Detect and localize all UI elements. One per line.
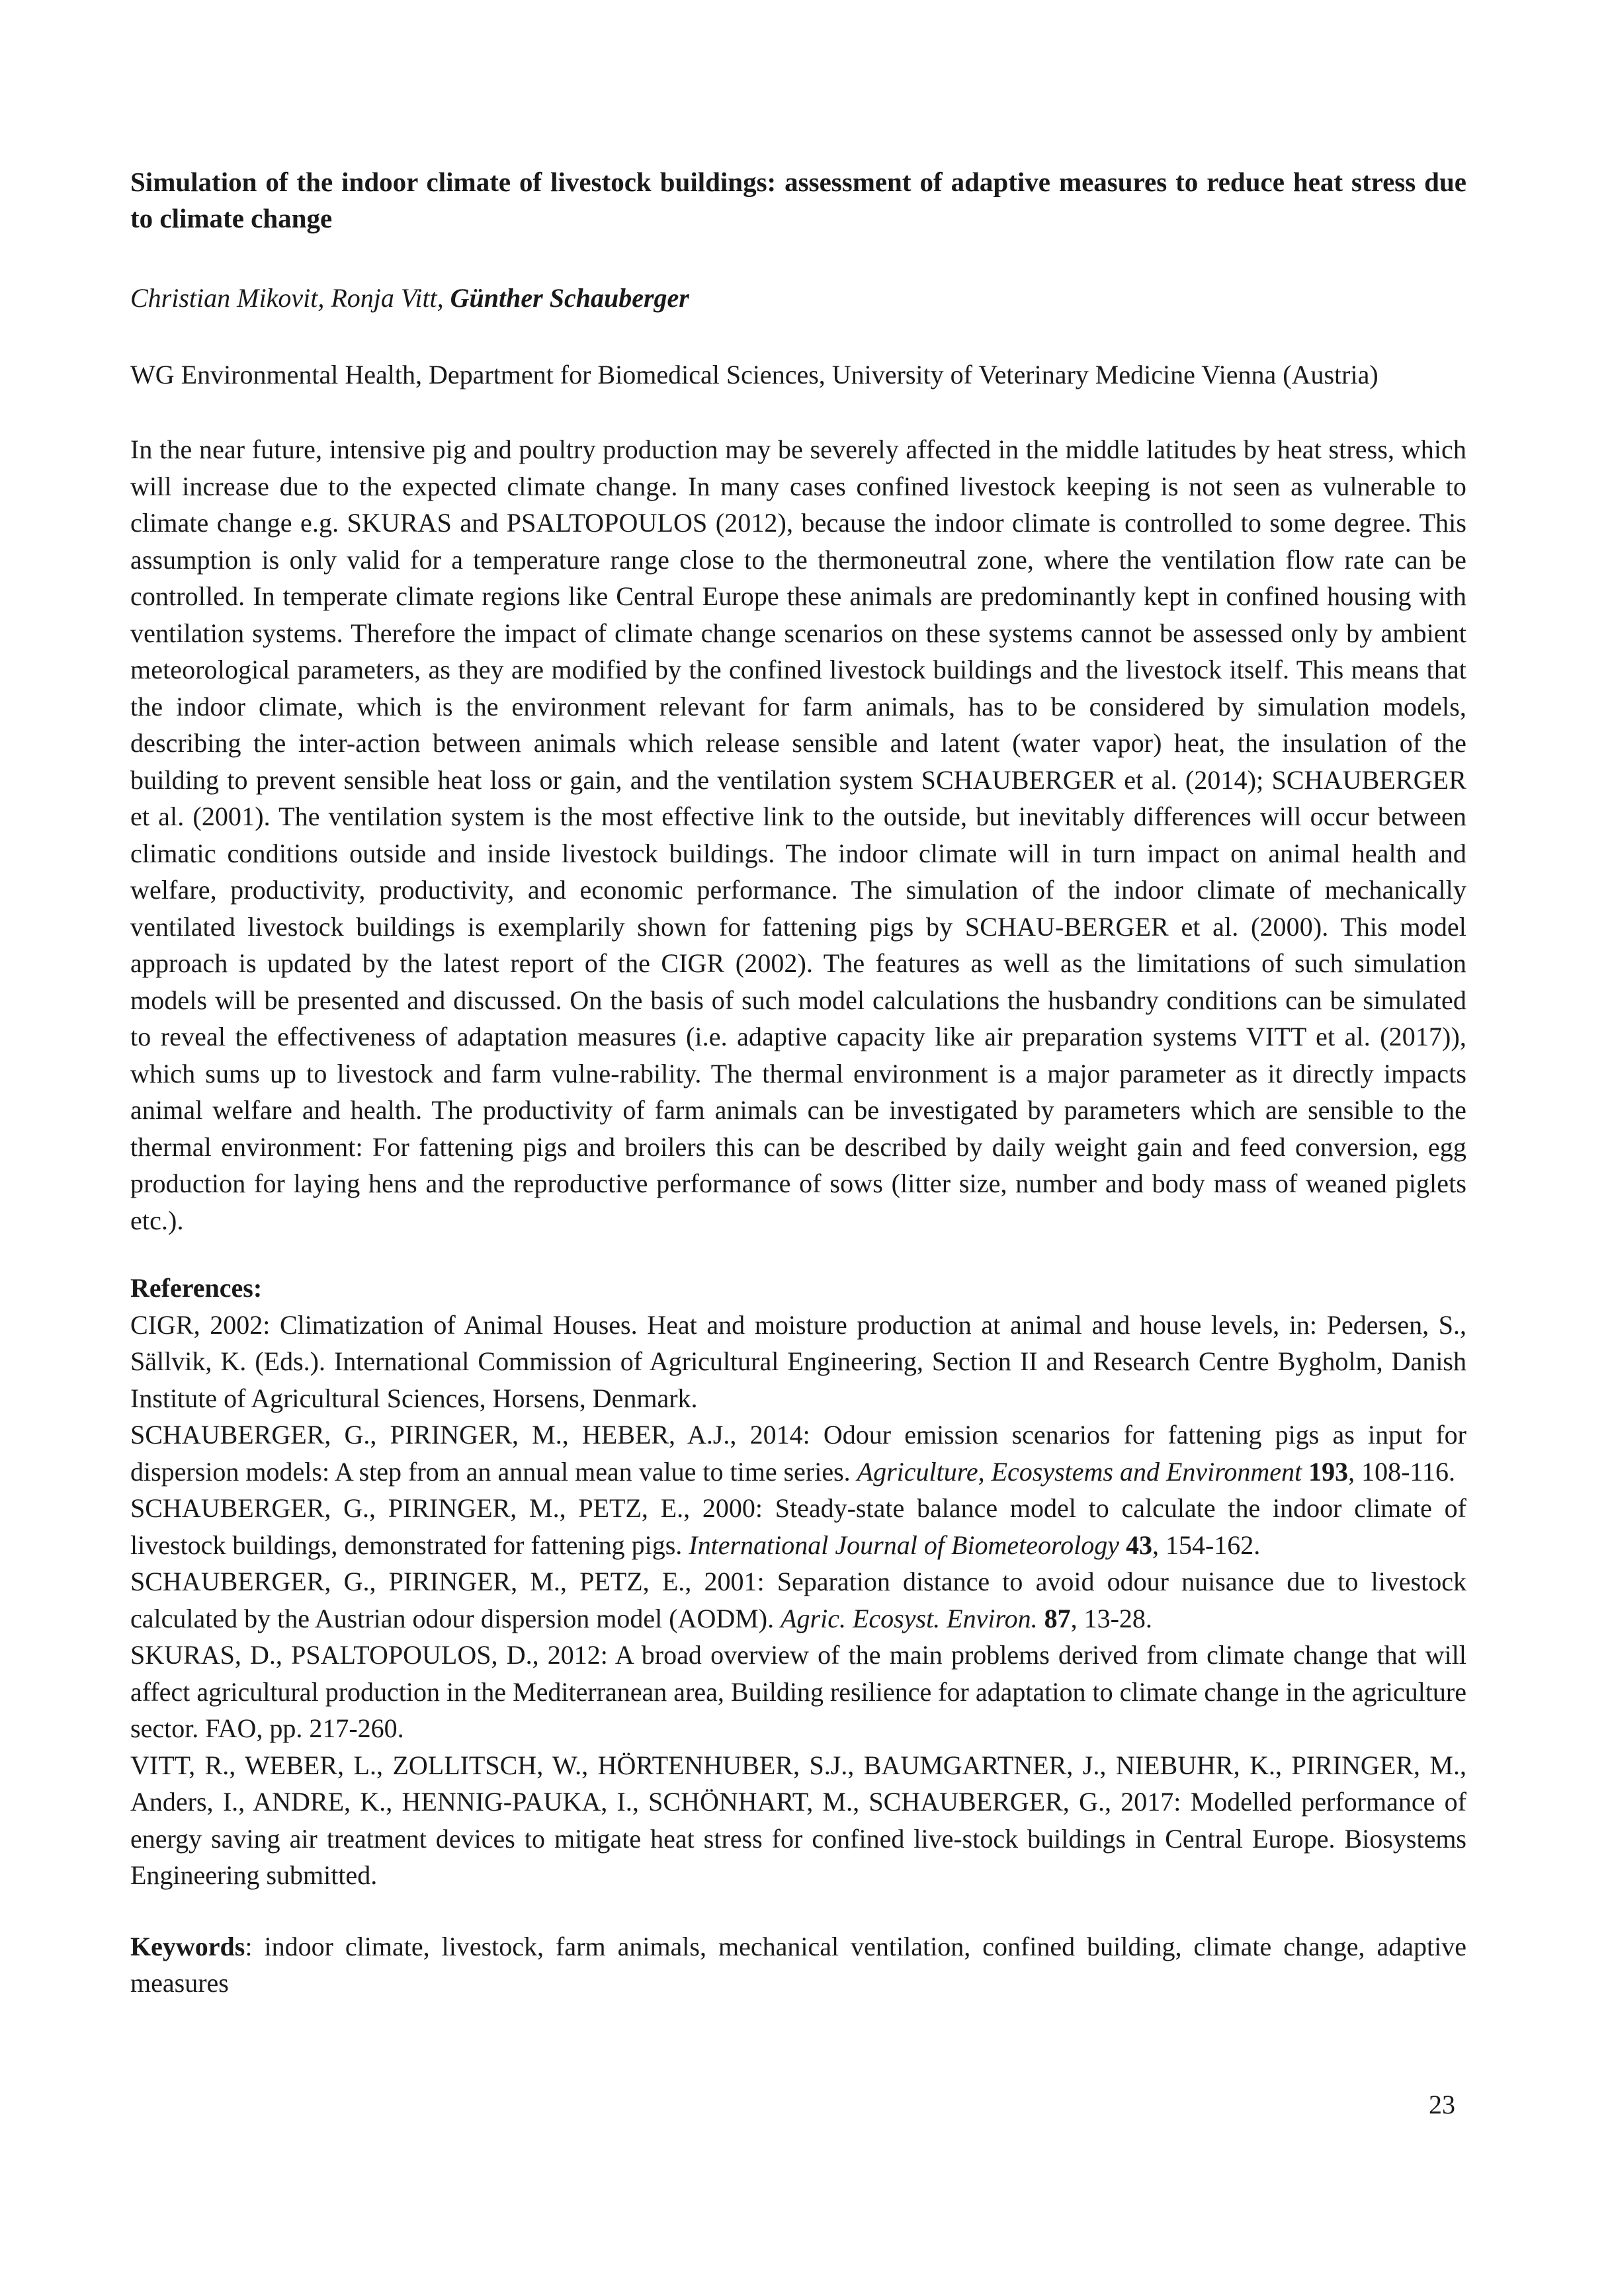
keywords xyxy=(130,1928,1466,2002)
page-number: 23 xyxy=(1429,2090,1455,2119)
reference-list xyxy=(130,1307,1466,1894)
reference-item xyxy=(130,1416,1466,1490)
reference-text: SKURAS, D., PSALTOPOULOS, D., 2012: A broad overview of the main problems derived from climate change that will affect agricultural production in the Mediterranean area, Building resilience for adaptation to climate change in the agriculture sector. FAO, pp. 217-260. xyxy=(130,1640,1466,1743)
reference-journal: Agric. Ecosyst. Environ. xyxy=(781,1603,1038,1633)
reference-pages: , 108-116. xyxy=(1348,1456,1455,1487)
authors-regular: Christian Mikovit, Ronja Vitt, xyxy=(130,283,450,313)
author-list xyxy=(130,280,1466,317)
paper-page xyxy=(130,164,1466,2002)
reference-item xyxy=(130,1490,1466,1563)
affiliation: WG Environmental Health, Department for Biomedical Sciences, University of Veterinary Medicine Vienna (Austria) xyxy=(130,359,1378,390)
references-heading-colon: : xyxy=(253,1273,263,1303)
reference-item xyxy=(130,1563,1466,1637)
reference-pages: , 13-28. xyxy=(1070,1603,1152,1633)
reference-journal: Agriculture, Ecosystems and Environment xyxy=(857,1456,1302,1487)
reference-text: SCHAUBERGER, G., PIRINGER, M., PETZ, E., 2001: Separation distance to avoid odour nuisance due to livestock calculated by the Austrian odour dispersion model (AODM). xyxy=(130,1567,1466,1633)
reference-item xyxy=(130,1637,1466,1747)
references-heading-label: References xyxy=(130,1273,253,1303)
reference-journal: International Journal of Biometeorology xyxy=(689,1530,1119,1560)
reference-pages: , 154-162. xyxy=(1152,1530,1261,1560)
reference-volume: 193 xyxy=(1308,1456,1349,1487)
presenting-author: Günther Schauberger xyxy=(450,283,689,313)
abstract-body: In the near future, intensive pig and poultry production may be severely affected in the middle latitudes by heat stress, which will increase due to the expected climate change. In many cases confined livestock keeping is not seen as vulnerable to climate change e.g. SKURAS and PSALTOPOULOS (2012), because the indoor climate is controlled to some degree. This assumption is only valid for a temperature range close to the thermoneutral zone, where the ventilation flow rate can be controlled. In temperate climate regions like Central Europe these animals are predominantly kept in confined housing with ventilation systems. Therefore the impact of climate change scenarios on these systems cannot be assessed only by ambient meteorological parameters, as they are modified by the confined livestock buildings and the livestock itself. This means that the indoor climate, which is the environment relevant for farm animals, has to be considered by simulation models, describing the inter-action between animals which release sensible and latent (water vapor) heat, the insulation of the building to prevent sensible heat loss or gain, and the ventilation system SCHAUBERGER et al. (2014); SCHAUBERGER et al. (2001). The ventilation system is the most effective link to the outside, but inevitably differences will occur between climatic conditions outside and inside livestock buildings. The indoor climate will in turn impact on animal health and welfare, productivity, productivity, and economic performance. The simulation of the indoor climate of mechanically ventilated livestock buildings is exemplarily shown for fattening pigs by SCHAU-BERGER et al. (2000). This model approach is updated by the latest report of the CIGR (2002). The features as well as the limitations of such simulation models will be presented and discussed. On the basis of such model calculations the husbandry conditions can be simulated to reveal the effectiveness of adaptation measures (i.e. adaptive capacity like air preparation systems VITT et al. (2017)), which sums up to livestock and farm vulne-rability. The thermal environment is a major parameter as it directly impacts animal welfare and health. The productivity of farm animals can be investigated by parameters which are sensible to the thermal environment: For fattening pigs and broilers this can be described by daily weight gain and feed conversion, egg production for laying hens and the reproductive performance of sows (litter size, number and body mass of weaned piglets etc.). xyxy=(130,434,1466,1235)
paper-title: Simulation of the indoor climate of livestock buildings: assessment of adaptive measures to reduce heat stress due to climate change xyxy=(130,167,1466,233)
references-heading xyxy=(130,1270,1466,1307)
reference-volume: 43 xyxy=(1125,1530,1152,1560)
reference-item xyxy=(130,1747,1466,1894)
reference-item xyxy=(130,1307,1466,1417)
keywords-text: : indoor climate, livestock, farm animals, mechanical ventilation, confined building, climate change, adaptive measures xyxy=(130,1931,1466,1998)
reference-text: SCHAUBERGER, G., PIRINGER, M., PETZ, E., 2000: Steady-state balance model to calculate the indoor climate of livestock buildings, demonstrated for fattening pigs. xyxy=(130,1493,1466,1560)
reference-text: CIGR, 2002: Climatization of Animal Houses. Heat and moisture production at animal and house levels, in: Pedersen, S., Sällvik, K. (Eds.). International Commission of Agricultural Engineering, Section II and Research Centre Bygholm, Danish Institute of Agricultural Sciences, Horsens, Denmark. xyxy=(130,1309,1466,1413)
keywords-label: Keywords xyxy=(130,1931,245,1961)
reference-text: SCHAUBERGER, G., PIRINGER, M., HEBER, A.J., 2014: Odour emission scenarios for fattening pigs as input for dispersion models: A step from an annual mean value to time series. xyxy=(130,1420,1466,1487)
reference-text: VITT, R., WEBER, L., ZOLLITSCH, W., HÖRTENHUBER, S.J., BAUMGARTNER, J., NIEBUHR, K., PIRINGER, M., Anders, I., ANDRE, K., HENNIG-PAUKA, I., SCHÖNHART, M., SCHAUBERGER, G., 2017: Modelled performance of energy saving air treatment devices to mitigate heat stress for confined live-stock buildings in Central Europe. Biosystems Engineering submitted. xyxy=(130,1750,1466,1890)
reference-volume: 87 xyxy=(1044,1603,1071,1633)
